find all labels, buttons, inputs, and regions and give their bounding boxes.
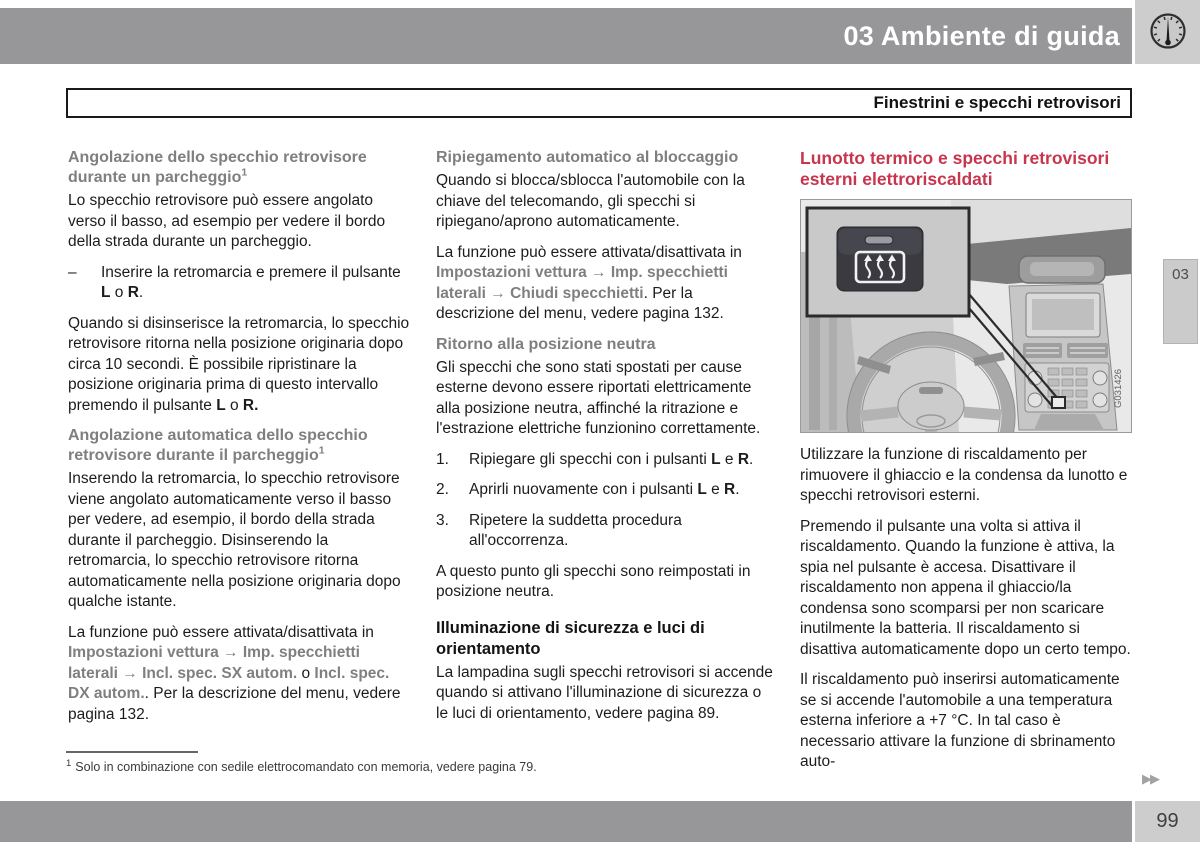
- menu-path-paragraph: La funzione può essere attivata/disattivata in Impostazioni vettura → Imp. specchietti laterali → Incl. spec. SX autom. o Incl. spec. DX autom.. Per la descrizione del menu, vedere pagina 132.: [68, 623, 401, 723]
- console-vent: [1067, 343, 1108, 358]
- gear-area: [1034, 414, 1104, 430]
- subheading-auto-mirror-tilt: Angolazione automatica dello specchio retrovisore durante il parcheggio$^1$: [68, 427, 368, 464]
- numbered-list-item: [436, 511, 774, 552]
- numbered-list-item: [436, 480, 774, 501]
- chapter-side-tab: [1163, 259, 1198, 344]
- footnote-rule: [66, 751, 198, 753]
- section-title: Finestrini e specchi retrovisori: [873, 93, 1121, 112]
- body-paragraph: Inserendo la retromarcia, lo specchio retrovisore viene angolato automaticamente verso il basso per vedere, ad esempio, il bordo della strada durante il parcheggio. Disinserendo la retromarcia, lo specchio retrovisore ritorna automaticamente nella posizione originaria dopo qualche istante.: [68, 470, 401, 610]
- speedometer-icon: [1146, 8, 1190, 57]
- body-paragraph: Il riscaldamento può inserirsi automaticamente se si accende l'automobile a una temperatura esterna inferiore a +7 °C. In tal caso è necessario attivare la funzione di sbrinamento auto-: [800, 671, 1120, 770]
- numbered-list-item: [436, 450, 774, 471]
- body-paragraph: La lampadina sugli specchi retrovisori si accende quando si attivano l'illuminazione di sicurezza o le luci di orientamento, vedere pagina 89.: [436, 663, 773, 722]
- list-number: 1.: [436, 450, 449, 468]
- list-item-text: Ripiegare gli specchi con i pulsanti L e R.: [469, 450, 754, 468]
- chapter-header-bar: [0, 8, 1132, 64]
- rear-window-defrost-button-icon: [837, 227, 923, 291]
- body-paragraph: Premendo il pulsante una volta si attiva il riscaldamento. Quando la funzione è attiva, la spia nel pulsante è accesa. Disattivare il riscaldamento non appena il ghiaccio/la condensa sono scomparsi per non scaricare inutilmente la batteria. Il riscaldamento si disattiva automaticamente dopo un certo tempo.: [800, 517, 1131, 658]
- figure-code-label: G031426: [1113, 368, 1124, 408]
- body-paragraph: Gli specchi che sono stati spostati per cause esterne devono essere riportati elettricamente alla posizione neutra, affinché la ritrazione e l'estrazione elettriche funzionino correttamente.: [436, 358, 761, 437]
- section-title-box: [66, 88, 1132, 118]
- subheading-neutral-position: Ritorno alla posizione neutra: [436, 335, 656, 353]
- body-paragraph: A questo punto gli specchi sono reimpostati in posizione neutra.: [436, 562, 751, 600]
- column-3: [800, 147, 1132, 783]
- figure-dashboard-photo: [800, 199, 1132, 433]
- dash-list-item: [68, 263, 410, 304]
- chapter-title: 03 Ambiente di guida: [843, 21, 1120, 51]
- body-paragraph: Quando si disinserisce la retromarcia, lo specchio retrovisore ritorna nella posizione originaria dopo circa 10 secondi. È possibile ripristinare la posizione originaria prima di questo intervallo premendo il pulsante L o R.: [68, 314, 410, 414]
- subheading-auto-folding: Ripiegamento automatico al bloccaggio: [436, 149, 739, 166]
- menu-path-paragraph: La funzione può essere attivata/disattivata in Impostazioni vettura → Imp. specchietti laterali → Chiudi specchietti. Per la descrizione del menu, vedere pagina 132.: [436, 243, 742, 322]
- footnote-marker: 1: [66, 758, 72, 769]
- next-pages-icon: ▶▶: [1142, 771, 1158, 786]
- list-item-text: Aprirli nuovamente con i pulsanti L e R.: [469, 481, 740, 498]
- heading-heated-rear-window: Lunotto termico e specchi retrovisori esterni elettroriscaldati: [800, 148, 1110, 189]
- dash-marker: –: [68, 263, 77, 281]
- footnote-text: Solo in combinazione con sedile elettrocomandato con memoria, vedere pagina 79.: [75, 760, 537, 775]
- body-paragraph: Lo specchio retrovisore può essere angolato verso il basso, ad esempio per vedere il bordo della strada durante un parcheggio.: [68, 192, 386, 250]
- body-paragraph: Quando si blocca/sblocca l'automobile con la chiave del telecomando, gli specchi si ripiegano/aprono automaticamente.: [436, 172, 745, 230]
- inset-callout: [807, 208, 969, 316]
- list-number: 3.: [436, 511, 449, 529]
- console-vent: [1023, 343, 1062, 358]
- column-1: [68, 147, 410, 735]
- callout-target-marker: [1052, 397, 1065, 408]
- page-number-box: [1135, 801, 1200, 842]
- side-tab-label: 03: [1172, 266, 1189, 283]
- footnote: [66, 758, 786, 774]
- body-paragraph: Utilizzare la funzione di riscaldamento per rimuovere il ghiaccio e la condensa da lunotto e specchi retrovisori esterni.: [800, 446, 1128, 504]
- list-item-text: Ripetere la suddetta procedura all'occorrenza.: [469, 511, 682, 549]
- footer-bar: [0, 801, 1132, 842]
- button-led-slot: [865, 236, 893, 244]
- dash-item-text: Inserire la retromarcia e premere il pulsante L o R.: [101, 263, 401, 301]
- column-2: [436, 147, 774, 734]
- list-number: 2.: [436, 481, 449, 498]
- chapter-icon-box: [1135, 0, 1200, 64]
- heading-safety-lighting: Illuminazione di sicurezza e luci di orientamento: [436, 618, 705, 658]
- page-number: 99: [1156, 810, 1179, 832]
- subheading-mirror-tilt-parking: Angolazione dello specchio retrovisore durante un parcheggio$^1$: [68, 149, 367, 186]
